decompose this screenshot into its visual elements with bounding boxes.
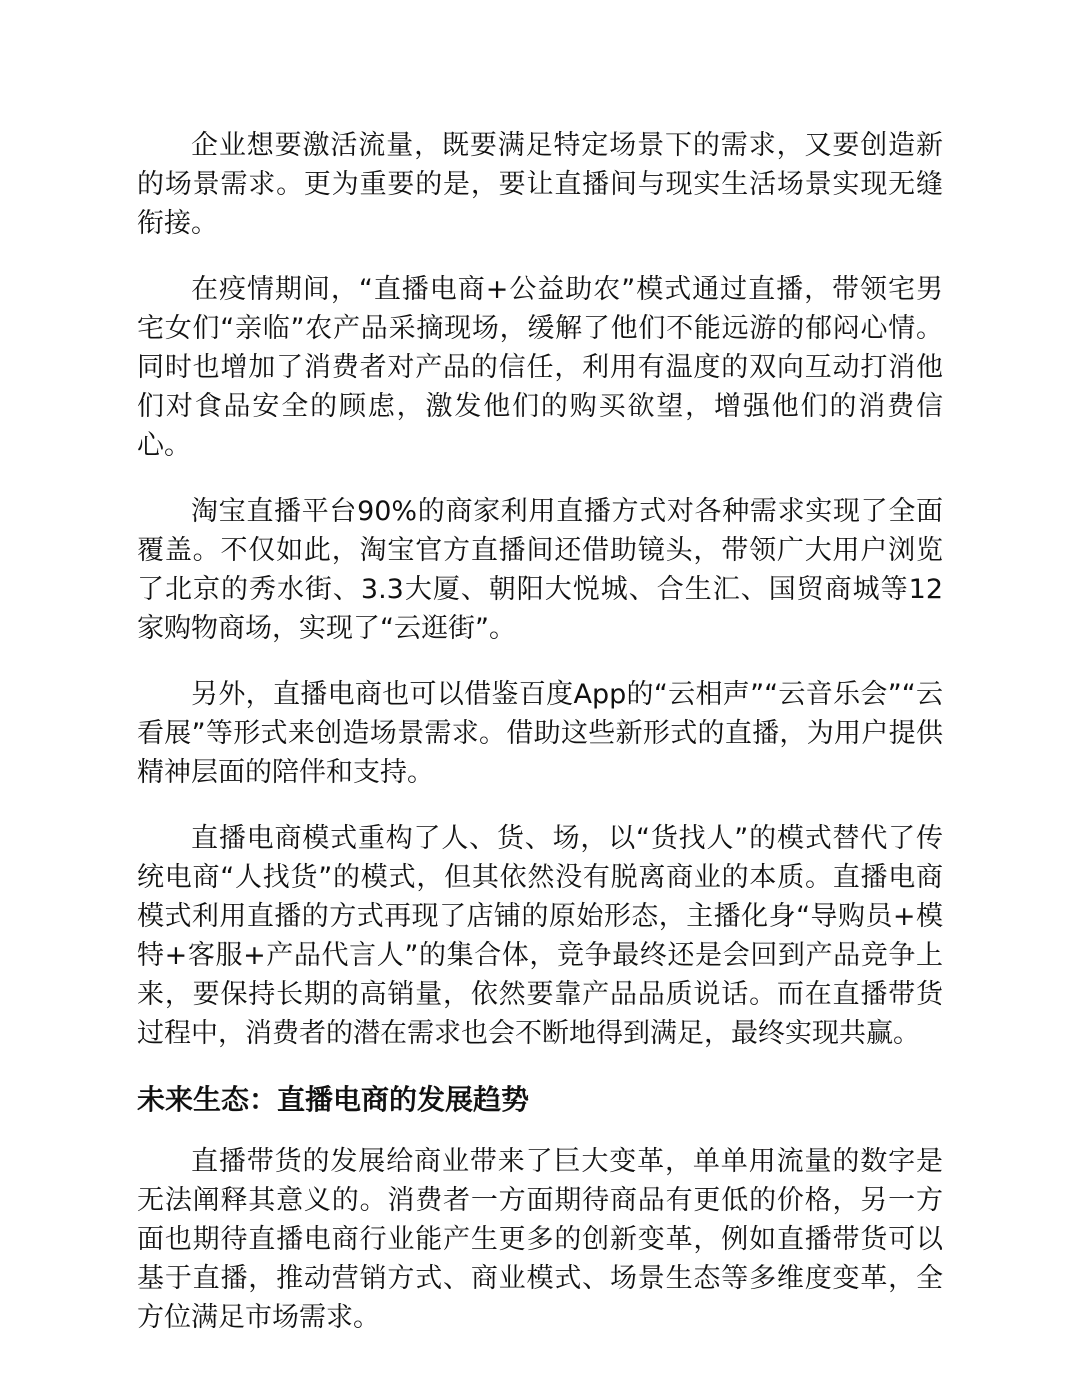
paragraph-baidu-app: 另外，直播电商也可以借鉴百度App的“云相声”“云音乐会”“云看展”等形式来创造场景需求。借助这些新形式的直播，为用户提供精神层面的陪伴和支持。	[137, 679, 943, 788]
paragraph-future-trend: 直播带货的发展给商业带来了巨大变革，单单用流量的数字是无法阐释其意义的。消费者一方面期待商品有更低的价格，另一方面也期待直播电商行业能产生更多的创新变革，例如直播带货可以基于直播，推动营销方式、商业模式、场景生态等多维度变革，全方位满足市场需求。	[137, 1146, 943, 1333]
paragraph-scene-demand: 企业想要激活流量，既要满足特定场景下的需求，又要创造新的场景需求。更为重要的是，要让直播间与现实生活场景实现无缝衔接。	[137, 130, 943, 239]
document-page	[137, 126, 943, 1364]
paragraph-epidemic-agriculture: 在疫情期间，“直播电商+公益助农”模式通过直播，带领宅男宅女们“亲临”农产品采摘现场，缓解了他们不能远游的郁闷心情。同时也增加了消费者对产品的信任，利用有温度的双向互动打消他们对食品安全的顾虑，激发他们的购买欲望，增强他们的消费信心。	[137, 274, 943, 461]
paragraph-business-model: 直播电商模式重构了人、货、场，以“货找人”的模式替代了传统电商“人找货”的模式，但其依然没有脱离商业的本质。直播电商模式利用直播的方式再现了店铺的原始形态，主播化身“导购员+模特+客服+产品代言人”的集合体，竞争最终还是会回到产品竞争上来，要保持长期的高销量，依然要靠产品品质说话。而在直播带货过程中，消费者的潜在需求也会不断地得到满足，最终实现共赢。	[137, 823, 943, 1049]
paragraph-taobao-live: 淘宝直播平台90%的商家利用直播方式对各种需求实现了全面覆盖。不仅如此，淘宝官方直播间还借助镜头，带领广大用户浏览了北京的秀水街、3.3大厦、朝阳大悦城、合生汇、国贸商城等12家购物商场，实现了“云逛街”。	[137, 496, 943, 644]
section-heading: 未来生态：直播电商的发展趋势	[137, 1083, 530, 1116]
